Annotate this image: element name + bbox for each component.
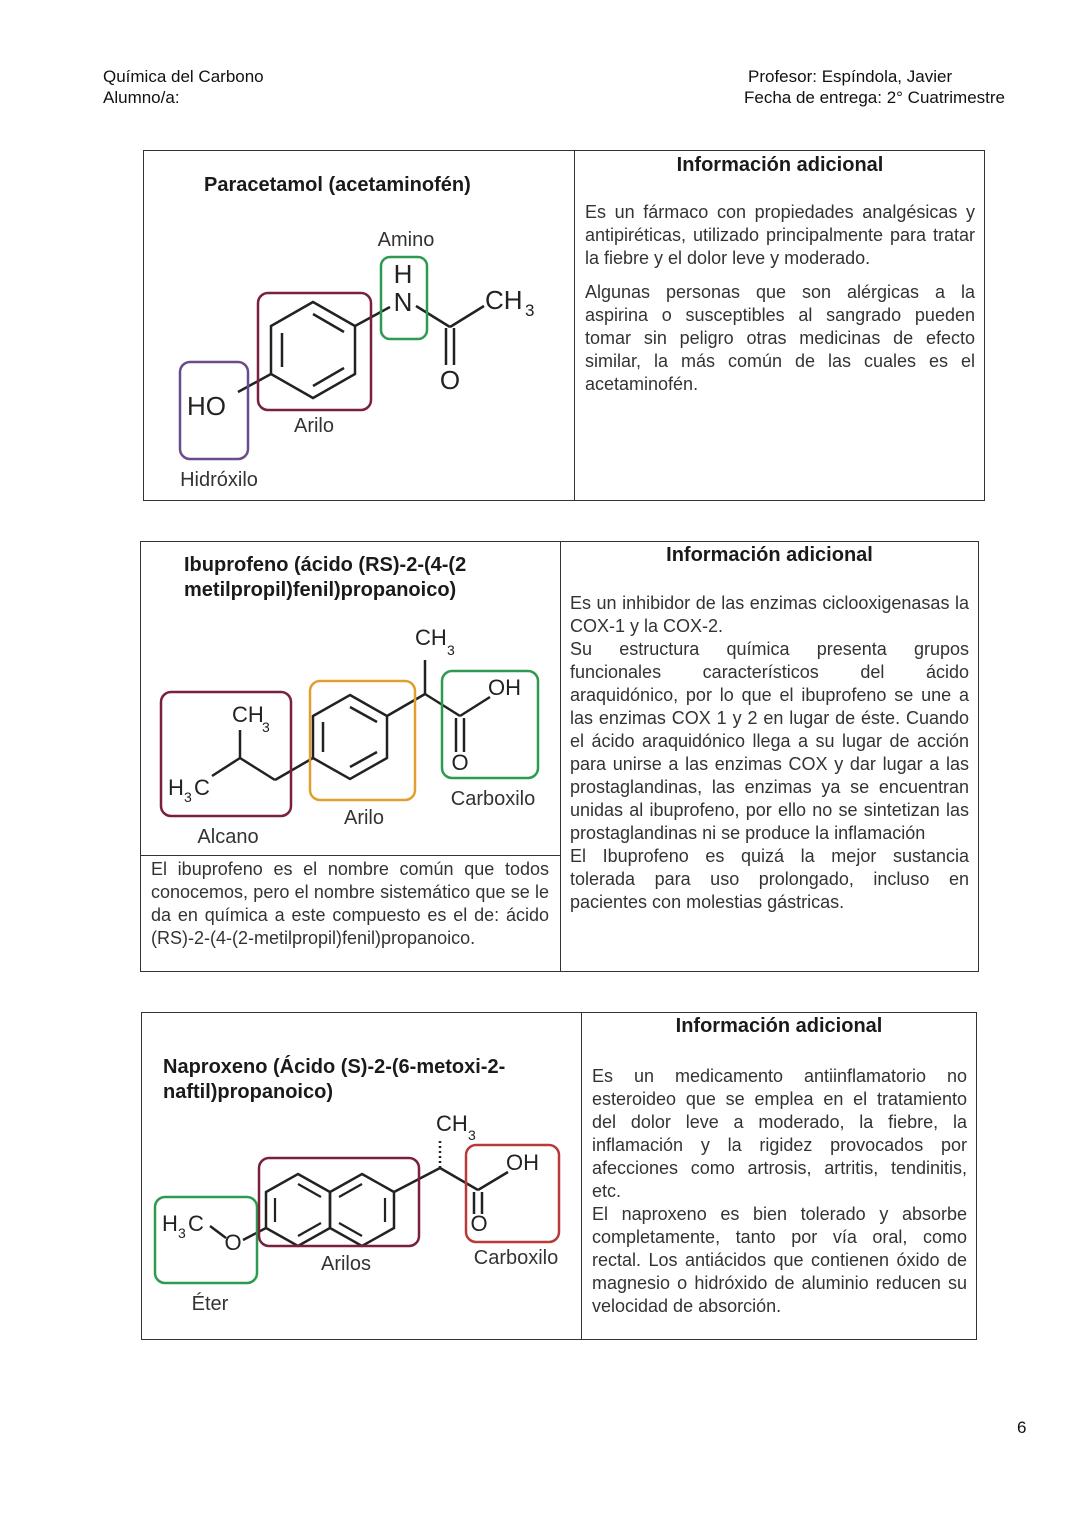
atom-o: O	[451, 750, 469, 775]
ibuprofeno-info-heading: Información adicional	[666, 544, 873, 566]
atom-ho: HO	[187, 391, 226, 421]
atom-ch3-sub: 3	[468, 1127, 476, 1143]
atom-h3c-c: C	[194, 775, 210, 800]
naproxeno-info-heading: Información adicional	[675, 1015, 883, 1037]
atom-ch3-top: CH	[415, 625, 447, 650]
arilo-label: Arilo	[293, 415, 335, 437]
page-number: 6	[1017, 1418, 1027, 1437]
carboxilo-label: Carboxilo	[450, 788, 536, 810]
atom-n: N	[393, 287, 413, 317]
amino-label: Amino	[377, 229, 435, 251]
arilos-label: Arilos	[320, 1253, 372, 1275]
atom-o: O	[439, 365, 461, 395]
atom-ch3-branch: CH	[232, 702, 264, 727]
atom-ch3-top-sub: 3	[447, 642, 455, 658]
ibuprofeno-info-text: Es un inhibidor de las enzimas ciclooxigenasas la COX-1 y la COX-2. Su estructura química presenta grupos funcionales característicos del ácido araquidónico, por lo que el ibuprofeno se une a las enzimas COX 1 y 2 en lugar de éste. Cuando el ácido araquidónico llega a su lugar de acción para unirse a las enzimas COX y dar lugar a las prostaglandinas, las enzimas ya se encuentran unidas al ibuprofeno, por ello no se sintetizan las prostaglandinas ni se produce la inflamación El Ibuprofeno es quizá la mejor sustancia tolerada para uso prolongado, incluso en pacientes con molestias gástricas.	[570, 593, 969, 912]
arilo-label: Arilo	[343, 807, 385, 829]
hidroxilo-label: Hidróxilo	[180, 469, 258, 491]
atom-h3c-h: H	[162, 1211, 178, 1236]
atom-oh: OH	[506, 1150, 539, 1175]
atom-h3c-h: H	[168, 775, 184, 800]
atom-h3c-c: C	[188, 1211, 204, 1236]
due-date-label: Fecha de entrega: 2° Cuatrimestre	[744, 88, 1005, 107]
atom-o-carbonyl: O	[470, 1211, 488, 1236]
atom-h: H	[393, 259, 413, 289]
paracetamol-info-text: Es un fármaco con propiedades analgésicas y antipiréticas, utilizado principalmente para tratar la fiebre y el dolor leve y moderado. Algunas personas que son alérgicas a la aspirina o susceptibles al sangrado pueden tomar sin peligro otras medicinas de efecto similar, la más común de las cuales es el acetaminofén.	[585, 202, 975, 394]
alcano-label: Alcano	[197, 826, 259, 848]
atom-ch3-branch-sub: 3	[262, 719, 270, 735]
atom-ch3: CH	[485, 285, 523, 315]
atom-h3c-sub: 3	[178, 1225, 186, 1241]
subject-label: Química del Carbono	[103, 67, 264, 86]
naproxeno-title: Naproxeno (Ácido (S)-2-(6-metoxi-2-naftil)propanoico)	[163, 1056, 506, 1103]
student-label: Alumno/a:	[103, 88, 180, 107]
ibuprofeno-title: Ibuprofeno (ácido (RS)-2-(4-(2 metilpropil)fenil)propanoico)	[184, 554, 467, 601]
paracetamol-title: Paracetamol (acetaminofén)	[204, 174, 471, 196]
eter-group-box	[155, 1197, 257, 1283]
atom-o-ether: O	[224, 1230, 242, 1255]
naproxeno-info-text: Es un medicamento antiinflamatorio no esteroideo que se emplea en el tratamiento del dolor leve a moderado, la fiebre, la inflamación y la rigidez provocados por afecciones como artrosis, artritis, tendinitis, etc. El naproxeno es bien tolerado y absorbe completamente, tanto por vía oral, como rectal. Los antiácidos que contienen óxido de magnesio o hidróxido de aluminio reducen su velocidad de absorción.	[592, 1066, 967, 1316]
atom-ch3-sub: 3	[525, 301, 535, 320]
teacher-label: Profesor: Espíndola, Javier	[748, 67, 953, 86]
eter-label: Éter	[191, 1293, 229, 1315]
atom-oh: OH	[488, 675, 521, 700]
carboxilo-label: Carboxilo	[473, 1247, 559, 1269]
atom-ch3: CH	[436, 1111, 468, 1136]
atom-h3c-sub: 3	[184, 789, 192, 805]
paracetamol-info-heading: Información adicional	[676, 154, 884, 176]
ibuprofeno-note: El ibuprofeno es el nombre común que todos conocemos, pero el nombre sistemático que se le da en química a este compuesto es el de: ácido (RS)-2-(4-(2-metilpropil)fenil)propanoico.	[151, 859, 549, 948]
